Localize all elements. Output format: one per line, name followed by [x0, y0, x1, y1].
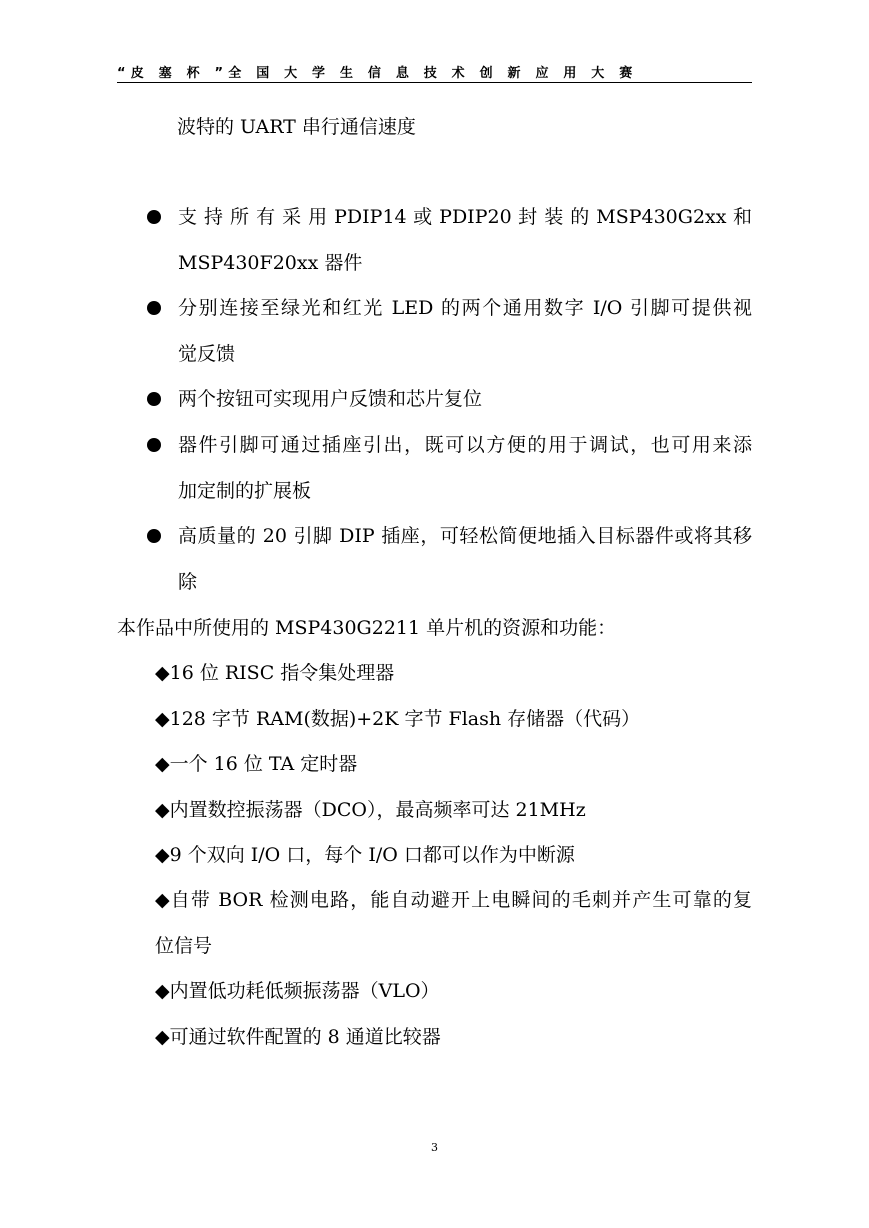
bullet-dot [147, 301, 161, 315]
feature-item: ◆内置低功耗低频振荡器（VLO） [155, 980, 440, 1002]
feature-item-continuation: 位信号 [155, 935, 213, 957]
bullet-line: 两个按钮可实现用户反馈和芯片复位 [178, 388, 483, 410]
bullet-dot [147, 438, 161, 452]
feature-item: ◆自带 BOR 检测电路，能自动避开上电瞬间的毛刺并产生可靠的复 [155, 889, 752, 911]
bullet-dot [147, 210, 161, 224]
bullet-line: MSP430F20xx 器件 [178, 252, 363, 274]
bullet-line: 高质量的 20 引脚 DIP 插座，可轻松简便地插入目标器件或将其移 [178, 525, 752, 547]
feature-item: ◆可通过软件配置的 8 通道比较器 [155, 1026, 441, 1048]
bullet-line: 器件引脚可通过插座引出，既可以方便的用于调试，也可用来添 [178, 434, 752, 456]
intro-paragraph: 本作品中所使用的 MSP430G2211 单片机的资源和功能： [117, 617, 617, 639]
header-rule [117, 82, 752, 83]
feature-item: ◆9 个双向 I/O 口，每个 I/O 口都可以作为中断源 [155, 844, 575, 866]
bullet-line: 支 持 所 有 采 用 PDIP14 或 PDIP20 封 装 的 MSP430G2xx 和 [178, 206, 752, 228]
continuation-text: 波特的 UART 串行通信速度 [177, 116, 416, 138]
bullet-dot [147, 392, 161, 406]
feature-item: ◆128 字节 RAM(数据)+2K 字节 Flash 存储器（代码） [155, 708, 641, 730]
bullet-line: 除 [178, 571, 198, 593]
bullet-line: 觉反馈 [178, 343, 236, 365]
page-number: 3 [431, 1141, 438, 1154]
bullet-dot [147, 529, 161, 543]
feature-item: ◆一个 16 位 TA 定时器 [155, 753, 358, 775]
document-header: “皮 塞 杯 ”全 国 大 学 生 信 息 技 术 创 新 应 用 大 赛 [117, 66, 638, 81]
feature-item: ◆内置数控振荡器（DCO），最高频率可达 21MHz [155, 799, 586, 821]
bullet-line: 分别连接至绿光和红光 LED 的两个通用数字 I/O 引脚可提供视 [178, 297, 752, 319]
feature-item: ◆16 位 RISC 指令集处理器 [155, 662, 395, 684]
bullet-line: 加定制的扩展板 [178, 480, 312, 502]
